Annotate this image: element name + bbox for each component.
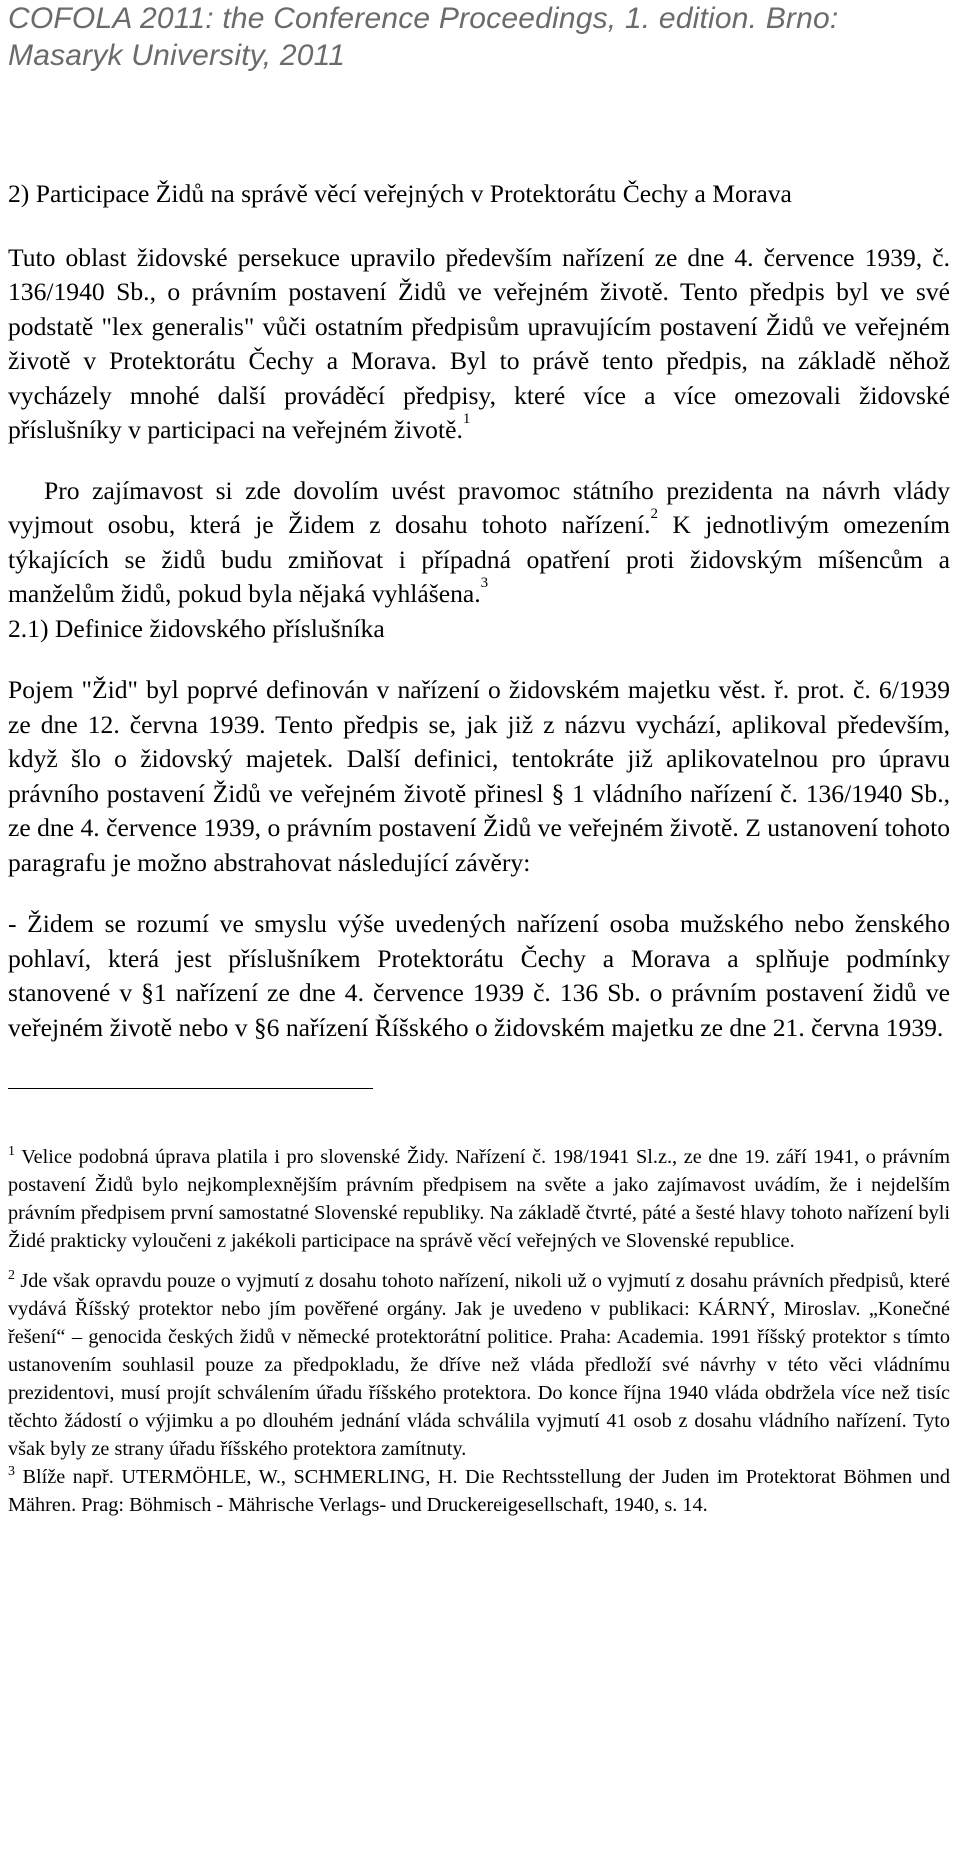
- footnote-text: Blíže např. UTERMÖHLE, W., SCHMERLING, H. Die Rechtsstellung der Juden im Protektorat Böhmen und Mähren. Prag: Böhmisch - Mährische Verlags- und Druckereigesellschaft, 1940, s. 14.: [8, 1466, 950, 1516]
- body-paragraph-1: [8, 241, 950, 448]
- body-paragraph-3: Pojem "Žid" byl poprvé definován v nařízení o židovském majetku věst. ř. prot. č. 6/1939 ze dne 12. června 1939. Tento předpis se, jak již z názvu vychází, aplikoval především, když šlo o židovský majetek. Další definici, tentokráte již aplikovatelnou pro úpravu právního postavení Židů ve veřejném životě přinesl § 1 vládního nařízení č. 136/1940 Sb., ze dne 4. července 1939, o právním postavení Židů ve veřejném životě. Z ustanovení tohoto paragrafu je možno abstrahovat následující závěry:: [8, 675, 950, 877]
- section-heading: 2) Participace Židů na správě věcí veřejných v Protektorátu Čechy a Morava: [8, 179, 792, 208]
- footnotes: [8, 1143, 950, 1519]
- main-body: [8, 177, 950, 1519]
- footnote-number: 1: [8, 1144, 15, 1160]
- paragraph-text: K jednotlivým omezením týkajících se židů budu zmiňovat i případná opatření proti židovským míšencům a manželům židů, pokud byla nějaká vyhlášena.: [8, 510, 950, 608]
- subsection-heading: 2.1) Definice židovského příslušníka: [8, 613, 385, 643]
- paragraph-text: Pro zajímavost si zde dovolím uvést pravomoc státního prezidenta na návrh vlády vyjmout osobu, která je Židem z dosahu tohoto nařízení.: [8, 475, 950, 539]
- footnote-text: Velice podobná úprava platila i pro slovenské Židy. Nařízení č. 198/1941 Sl.z., ze dne 19. září 1941, o právním postavení Židů bylo nejkomplexnějším právním předpisem na světe a jako zajímavost uvádím, že i nejdelším právním předpisem první samostatné Slovenské republiky. Na základě čtvrté, páté a šesté hlavy tohoto nařízení byli Židé prakticky vyloučeni z jakékoli participace na správě věcí veřejných ve Slovenské republice.: [8, 1146, 950, 1252]
- footnote-text: Jde však opravdu pouze o vyjmutí z dosahu tohoto nařízení, nikoli už o vyjmutí z dosahu právních předpisů, které vydává Říšský protektor nebo jím pověřené orgány. Jak je uvedeno v publikaci: KÁRNÝ, Miroslav. „Konečné řešení“ – genocida českých židů v německé protektorátní politice. Praha: Academia. 1991 říšský protektor s tímto ustanovením souhlasil pouze za předpokladu, že dříve než vláda předloží své návrhy v této věci vládnímu prezidentovi, musí projít schválením úřadu říšského protektora. Do konce října 1940 vláda obdržela více než tisíc těchto žádostí o výjimku a po dlouhém jednání vláda schválila vyjmutí 41 osob z dosahu vládního nařízení. Tyto však byly ze strany úřadu říšského protektora zamítnuty.: [8, 1270, 950, 1460]
- footnote-separator: [8, 1088, 373, 1089]
- footnote-2: [8, 1267, 950, 1463]
- footnote-reference-1: 1: [462, 411, 471, 428]
- footnote-number: 2: [8, 1268, 15, 1284]
- footnote-1: [8, 1143, 950, 1255]
- running-header: COFOLA 2011: the Conference Proceedings, 1. edition. Brno: Masaryk University, 2011: [8, 2, 839, 72]
- paragraph-text: Tuto oblast židovské persekuce upravilo především nařízení ze dne 4. července 1939, č. 136/1940 Sb., o právním postavení Židů ve veřejném životě. Tento předpis byl ve své podstatě "lex generalis" vůči ostatním předpisům upravujícím postavení Židů ve veřejném životě v Protektorátu Čechy a Morava. Byl to právě tento předpis, na základě něhož vycházely mnohé další prováděcí předpisy, které více a více omezovali židovské příslušníky v participaci na veřejném životě.: [8, 242, 950, 444]
- body-paragraph-2: [8, 474, 950, 612]
- footnote-reference-3: 3: [480, 575, 489, 592]
- footnote-reference-2: 2: [650, 506, 659, 523]
- body-paragraph-4: - Židem se rozumí ve smyslu výše uvedených nařízení osoba mužského nebo ženského pohlaví, která jest příslušníkem Protektorátu Čechy a Morava a splňuje podmínky stanovené v §1 nařízení ze dne 4. července 1939 č. 136 Sb. o právním postavení židů ve veřejném životě nebo v §6 nařízení Říšského o židovském majetku ze dne 21. června 1939.: [8, 909, 950, 1042]
- footnote-number: 3: [8, 1464, 15, 1480]
- footnote-3: [8, 1463, 950, 1519]
